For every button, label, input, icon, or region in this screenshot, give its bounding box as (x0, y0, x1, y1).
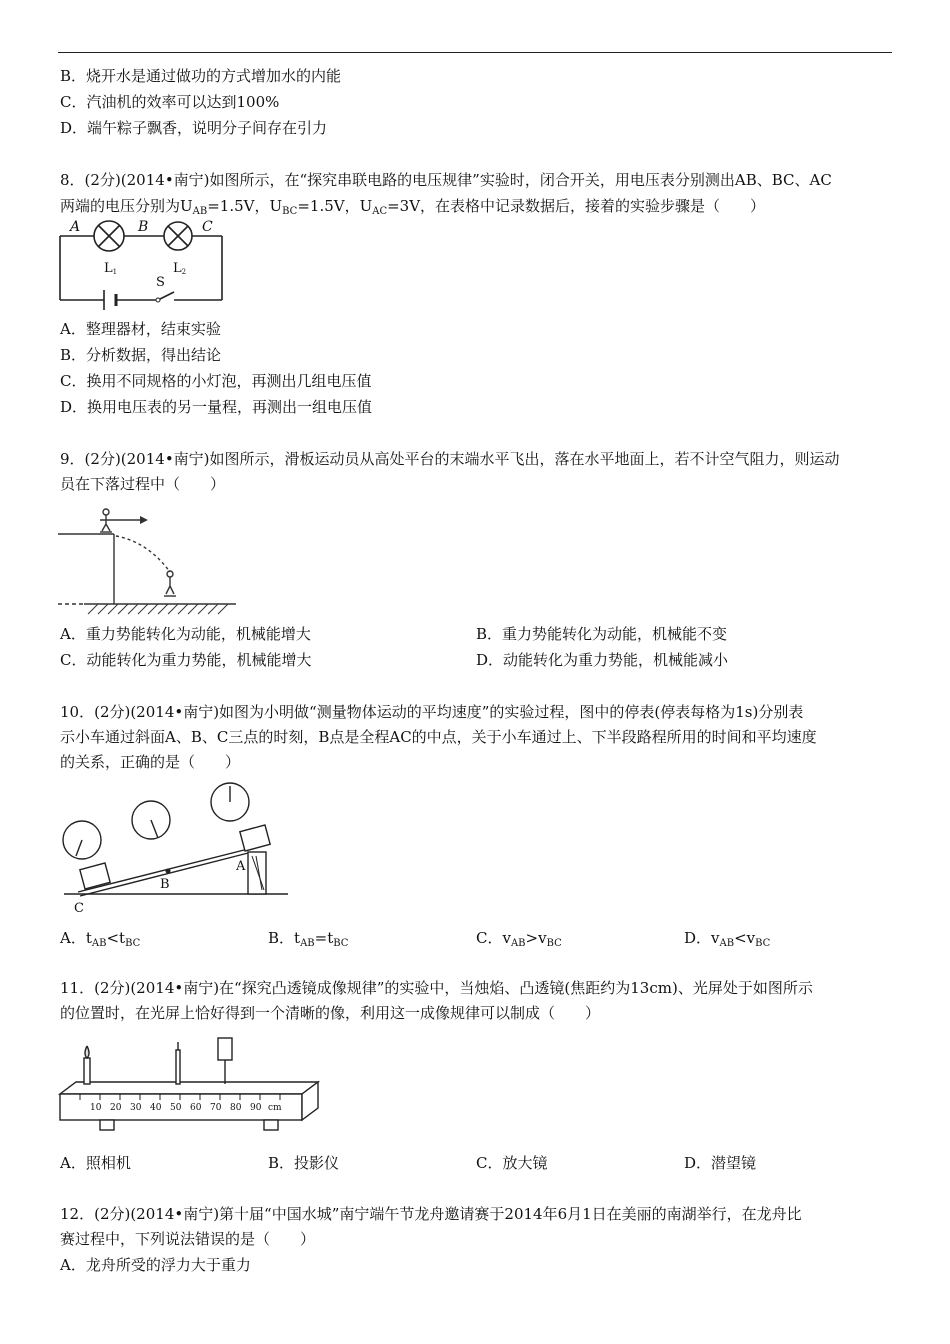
q10-option-b[interactable]: B．$t_{AB}=t_{BC}$ (268, 929, 349, 949)
q8-option-d[interactable]: D．换用电压表的另一量程，再测出一组电压值 (60, 398, 373, 416)
q11-stem-line2: 的位置时，在光屏上恰好得到一个清晰的像，利用这一成像规律可以制成（ ） (60, 1004, 601, 1022)
q10-option-c[interactable]: C．$v_{AB}>v_{BC}$ (476, 929, 562, 949)
q10-stem-line1: 10．(2分)(2014•南宁)如图为小明做“测量物体运动的平均速度”的实验过程，图中的停表(停表每格为1s)分别表 (60, 703, 804, 721)
q9-option-b[interactable]: B．重力势能转化为动能，机械能不变 (476, 625, 728, 643)
candle-icon (84, 1046, 90, 1084)
header-rule (58, 52, 892, 53)
tick-label: 90 (250, 1103, 262, 1113)
tick-label: 70 (210, 1103, 222, 1113)
tick-label: 30 (130, 1103, 142, 1113)
q11-option-d[interactable]: D．潜望镜 (684, 1154, 757, 1172)
q10-option-a[interactable]: A．$t_{AB}<t_{BC}$ (60, 929, 141, 949)
q11-option-a[interactable]: A．照相机 (60, 1154, 131, 1172)
point-a-label: A (70, 219, 81, 235)
switch-label: S (156, 275, 165, 290)
q8-option-a[interactable]: A．整理器材，结束实验 (60, 320, 221, 338)
q9-skateboard-diagram (58, 500, 238, 620)
q8-stem-line2: 两端的电压分别为$U_{AB}=1.5V$，$U_{BC}=1.5V$，$U_{AC}=3V$，在表格中记录数据后，接着的实验步骤是（ ） (60, 197, 766, 217)
q9-option-c[interactable]: C．动能转化为重力势能，机械能增大 (60, 651, 312, 669)
point-c-label: C (202, 219, 213, 235)
point-a-label: A (236, 859, 246, 874)
q11-option-c[interactable]: C．放大镜 (476, 1154, 548, 1172)
q10-stem-line2: 示小车通过斜面A、B、C三点的时刻，B点是全程AC的中点，关于小车通过上、下半段路程所用的时间和平均速度 (60, 728, 817, 746)
prev-option-b[interactable]: B．烧开水是通过做功的方式增加水的内能 (60, 67, 342, 85)
lamp-l1-icon (94, 221, 124, 251)
lens-icon (176, 1042, 180, 1084)
lamp-l2-label: L2 (173, 261, 187, 276)
q10-incline-diagram (56, 780, 296, 920)
q10-option-d[interactable]: D．$v_{AB}<v_{BC}$ (684, 929, 771, 949)
prev-option-c[interactable]: C．汽油机的效率可以达到100% (60, 93, 280, 111)
q10-stem-line3: 的关系，正确的是（ ） (60, 753, 241, 771)
q12-stem-line1: 12．(2分)(2014•南宁)第十届“中国水城”南宁端午节龙舟邀请赛于2014年6月1日在美丽的南湖举行，在龙舟比 (60, 1205, 802, 1223)
tick-label: 80 (230, 1103, 242, 1113)
tick-label: 40 (150, 1103, 162, 1113)
tick-label: 20 (110, 1103, 122, 1113)
q8-option-b[interactable]: B．分析数据，得出结论 (60, 346, 222, 364)
q8-stem-line1: 8．(2分)(2014•南宁)如图所示，在“探究串联电路的电压规律”实验时，闭合开关，用电压表分别测出AB、BC、AC (60, 171, 832, 189)
q11-stem-line1: 11．(2分)(2014•南宁)在“探究凸透镜成像规律”的实验中，当烛焰、凸透镜(焦距约为13cm)、光屏处于如图所示 (60, 979, 813, 997)
point-c-label: C (74, 901, 84, 916)
q8-option-c[interactable]: C．换用不同规格的小灯泡，再测出几组电压值 (60, 372, 372, 390)
q9-option-a[interactable]: A．重力势能转化为动能，机械能增大 (60, 625, 311, 643)
tick-label: 60 (190, 1103, 202, 1113)
q9-stem-line1: 9．(2分)(2014•南宁)如图所示，滑板运动员从高处平台的末端水平飞出，落在水平地面上，若不计空气阻力，则运动 (60, 450, 840, 468)
q9-option-d[interactable]: D．动能转化为重力势能，机械能减小 (476, 651, 729, 669)
q11-option-b[interactable]: B．投影仪 (268, 1154, 340, 1172)
arrow-right-icon (140, 516, 148, 524)
stopwatch-icon (63, 783, 249, 859)
tick-label: 50 (170, 1103, 182, 1113)
q12-stem-line2: 赛过程中，下列说法错误的是（ ） (60, 1230, 316, 1248)
q12-option-a[interactable]: A．龙舟所受的浮力大于重力 (60, 1256, 251, 1274)
switch-icon (156, 298, 160, 302)
q8-circuit-diagram (56, 220, 226, 308)
point-b-label: B (160, 877, 170, 892)
q9-stem-line2: 员在下落过程中（ ） (60, 475, 226, 493)
lamp-l1-label: L1 (104, 261, 118, 276)
unit-label: cm (268, 1103, 282, 1113)
q11-optical-bench (56, 1028, 326, 1140)
prev-option-d[interactable]: D．端午粽子飘香，说明分子间存在引力 (60, 119, 328, 137)
cart-top-icon (240, 825, 270, 851)
lamp-l2-icon (164, 222, 192, 250)
skater-icon (100, 509, 176, 596)
tick-label: 10 (90, 1103, 102, 1113)
battery-icon (104, 290, 116, 310)
screen-icon (218, 1038, 232, 1084)
point-b-label: B (138, 219, 149, 235)
